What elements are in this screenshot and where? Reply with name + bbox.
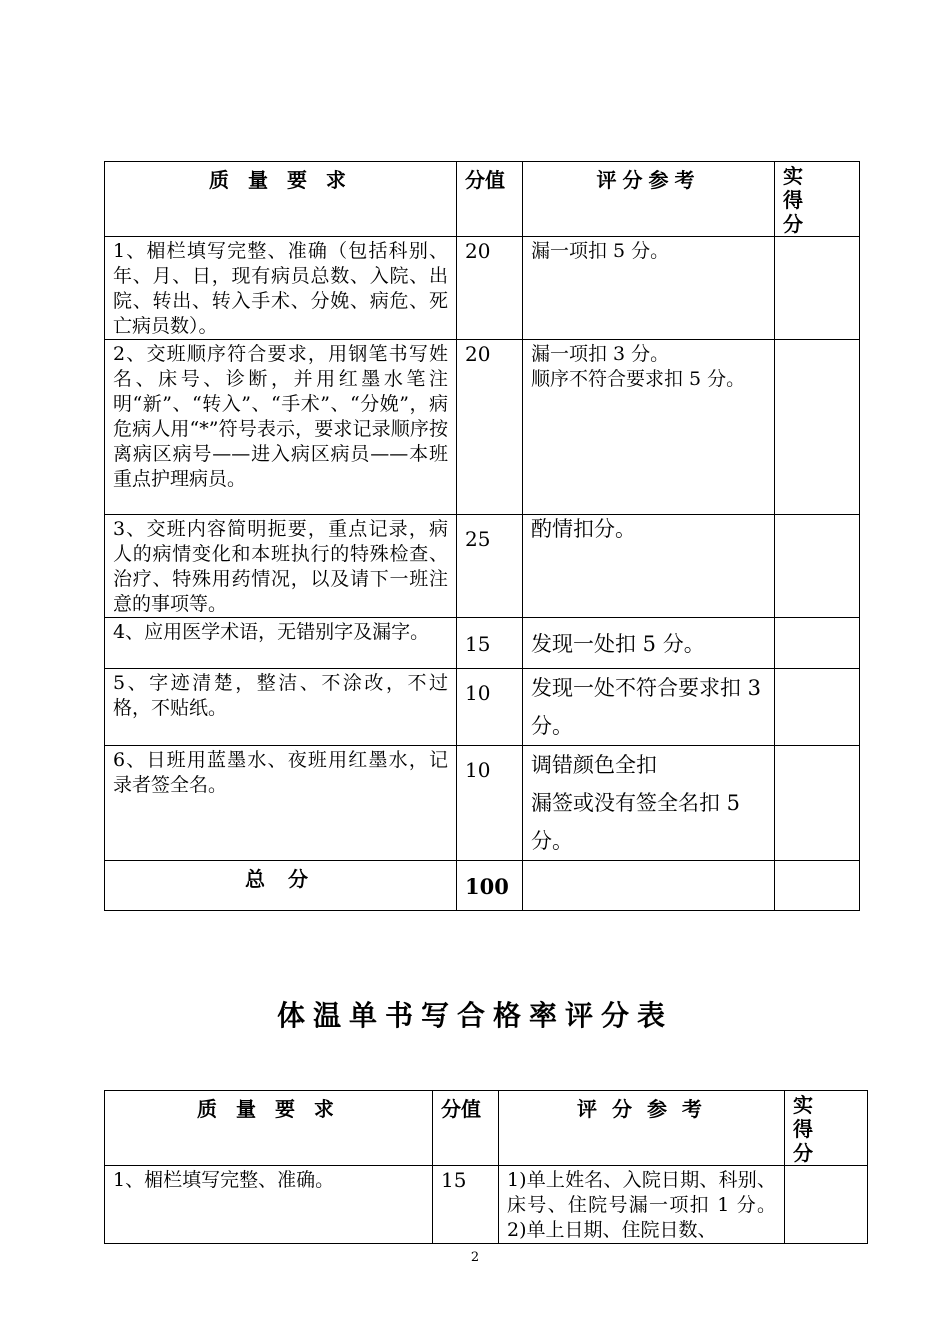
requirement-cell: 5、字迹清楚，整洁、不涂改，不过格，不贴纸。 [105,669,457,746]
score-cell: 10 [457,669,523,746]
header-requirement: 质 量 要 求 [105,162,457,237]
requirement-cell: 3、交班内容简明扼要，重点记录，病人的病情变化和本班执行的特殊检查、治疗、特殊用药情况，以及请下一班注意的事项等。 [105,515,457,618]
table-row [105,515,860,618]
reference-cell: 漏一项扣 5 分。 [523,237,775,340]
actual-score-cell [775,515,860,618]
reference-cell: 发现一处不符合要求扣 3 分。 [523,669,775,746]
score-cell: 15 [457,618,523,669]
header-score: 分值 [433,1091,499,1166]
table-row [105,237,860,340]
score-cell: 15 [433,1166,499,1244]
table-row [105,669,860,746]
total-reference-cell [523,861,775,911]
reference-cell: 1)单上姓名、入院日期、科别、床号、住院号漏一项扣 1 分。2)单上日期、住院日数、 [499,1166,785,1244]
header-reference: 评分参考 [523,162,775,237]
requirement-cell: 2、交班顺序符合要求，用钢笔书写姓名、床号、诊断，并用红墨水笔注明“新”、“转入”、“手术”、“分娩”，病危病人用“*”符号表示，要求记录顺序按离病区病号——进入病区病员——本班重点护理病员。 [105,340,457,515]
temperature-sheet-scoring-table [104,1090,868,1244]
table-header-row [105,1091,868,1166]
table-row [105,340,860,515]
actual-score-cell [775,618,860,669]
header-reference: 评 分 参 考 [499,1091,785,1166]
table-row [105,618,860,669]
total-label: 总 分 [105,861,457,911]
header-requirement: 质 量 要 求 [105,1091,433,1166]
actual-score-cell [775,340,860,515]
actual-score-cell [775,669,860,746]
requirement-cell: 1、楣栏填写完整、准确。 [105,1166,433,1244]
reference-cell: 漏一项扣 3 分。 顺序不符合要求扣 5 分。 [523,340,775,515]
table-row [105,746,860,861]
header-actual-score: 实得 分 [775,162,860,237]
reference-cell: 发现一处扣 5 分。 [523,618,775,669]
actual-score-cell [775,237,860,340]
requirement-cell: 4、应用医学术语，无错别字及漏字。 [105,618,457,669]
header-score: 分值 [457,162,523,237]
score-cell: 20 [457,237,523,340]
table-header-row [105,162,860,237]
actual-score-cell [775,746,860,861]
reference-cell: 酌情扣分。 [523,515,775,618]
total-score: 100 [457,861,523,911]
score-cell: 25 [457,515,523,618]
page-number: 2 [470,1250,480,1265]
section-title: 体温单书写合格率评分表 [276,999,673,1032]
reference-cell: 调错颜色全扣 漏签或没有签全名扣 5 分。 [523,746,775,861]
header-actual-score: 实得 分 [785,1091,868,1166]
handover-scoring-table [104,161,860,911]
requirement-cell: 1、楣栏填写完整、准确（包括科别、年、月、日，现有病员总数、入院、出院、转出、转入手术、分娩、病危、死亡病员数）。 [105,237,457,340]
total-actual-cell [775,861,860,911]
table-row [105,1166,868,1244]
actual-score-cell [785,1166,868,1244]
score-cell: 10 [457,746,523,861]
score-cell: 20 [457,340,523,515]
requirement-cell: 6、日班用蓝墨水、夜班用红墨水，记录者签全名。 [105,746,457,861]
table-total-row [105,861,860,911]
